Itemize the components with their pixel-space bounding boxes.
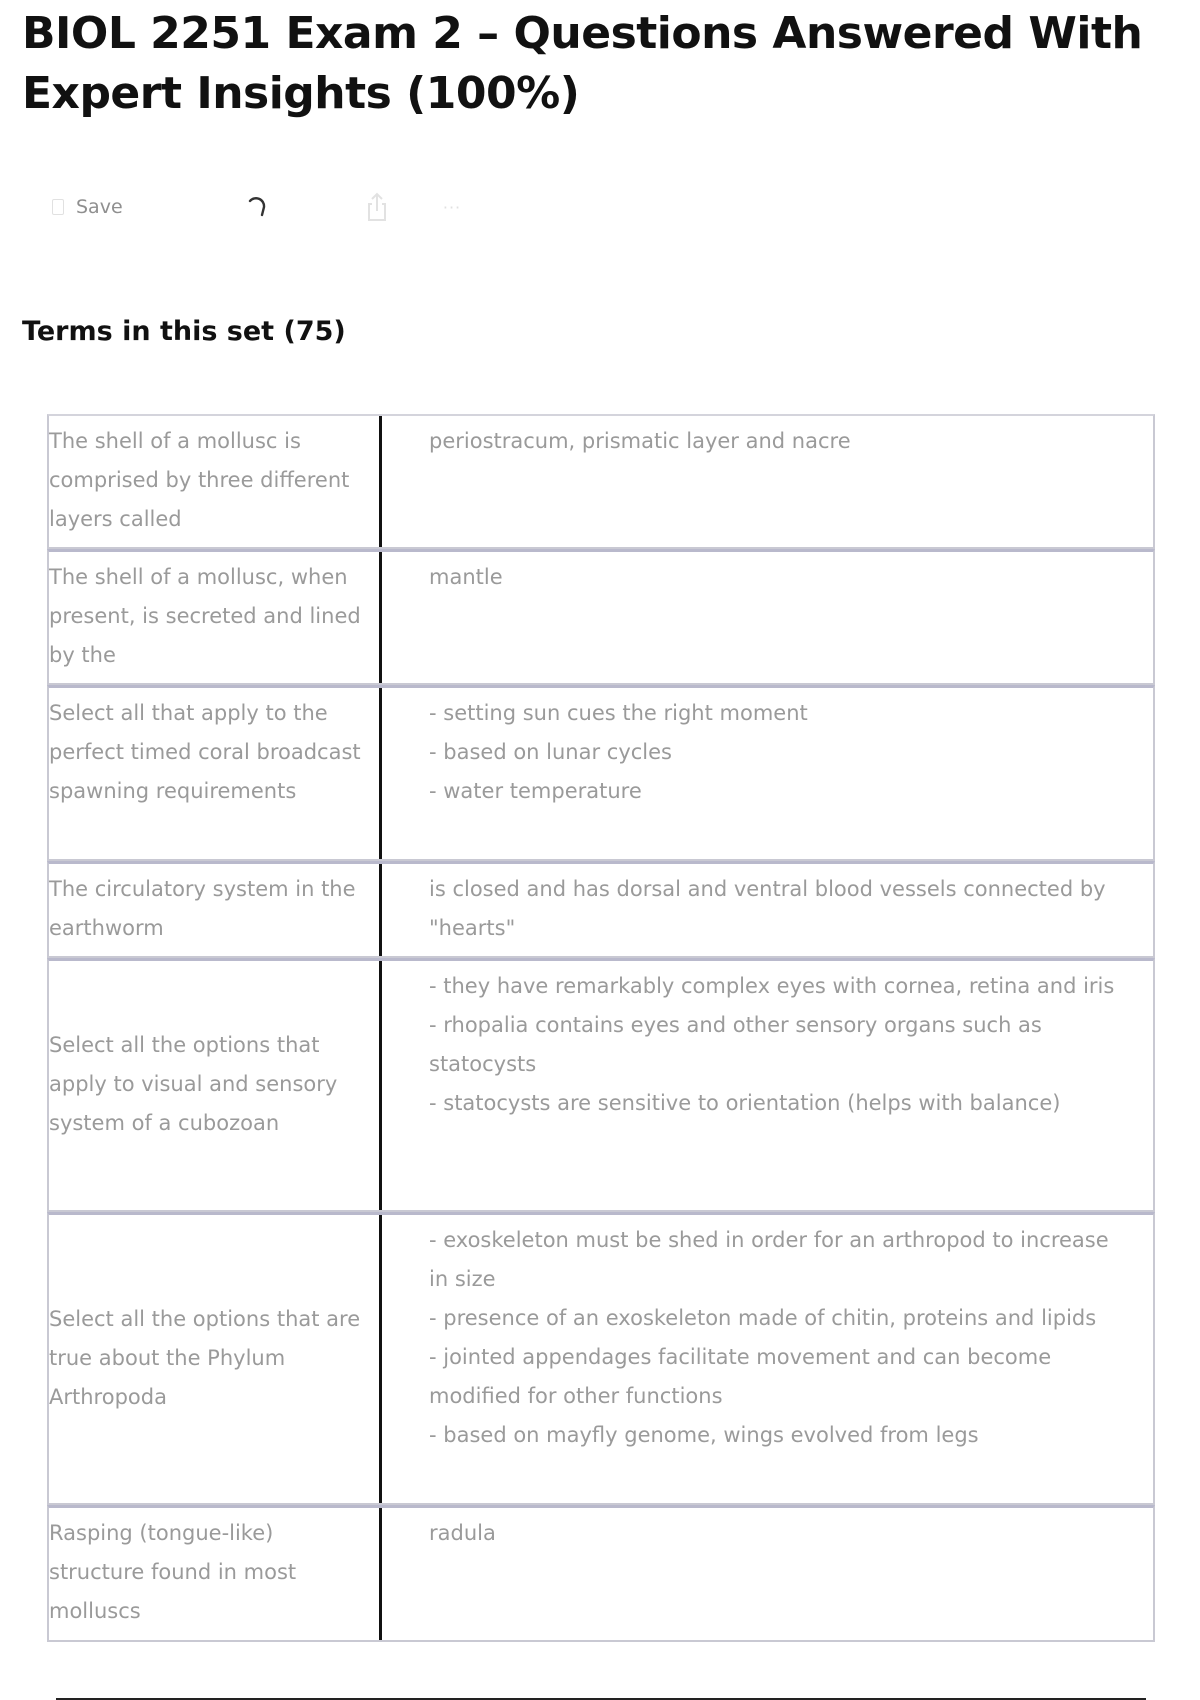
term-row xyxy=(47,958,1155,1212)
term-row xyxy=(47,1505,1155,1642)
definition-cell xyxy=(382,864,1153,956)
terms-table xyxy=(47,414,1155,1642)
term-text: The shell of a mollusc, when present, is secreted and lined by the xyxy=(49,552,382,683)
definition-cell xyxy=(382,552,1153,683)
definition-line: - setting sun cues the right moment xyxy=(429,701,808,725)
definition-line: - presence of an exoskeleton made of chitin, proteins and lipids xyxy=(429,1306,1097,1330)
term-text: Rasping (tongue-like) structure found in most molluscs xyxy=(49,1508,382,1640)
share-icon xyxy=(365,192,389,222)
page-title: BIOL 2251 Exam 2 – Questions Answered With Expert Insights (100%) xyxy=(22,8,1143,119)
more-options-button[interactable]: ··· xyxy=(442,197,462,217)
definition-line: - rhopalia contains eyes and other sensory organs such as statocysts xyxy=(429,1013,1042,1076)
definition-line: - they have remarkably complex eyes with cornea, retina and iris xyxy=(429,974,1115,998)
definition-cell xyxy=(382,1215,1153,1503)
term-text: The shell of a mollusc is comprised by three different layers called xyxy=(49,416,382,547)
term-row xyxy=(47,414,1155,549)
definition-cell xyxy=(382,416,1153,547)
definition-cell xyxy=(382,688,1153,859)
definition-line: - water temperature xyxy=(429,779,642,803)
refresh-icon xyxy=(245,193,269,221)
term-text xyxy=(49,1215,382,1503)
save-label: Save xyxy=(76,196,123,218)
definition-line: is closed and has dorsal and ventral blood vessels connected by "hearts" xyxy=(429,877,1106,940)
term-label: Select all the options that are true about the Phylum Arthropoda xyxy=(49,1306,361,1409)
term-row xyxy=(47,1212,1155,1505)
bookmark-icon xyxy=(52,199,64,215)
definition-line: mantle xyxy=(429,565,503,589)
term-label: Select all the options that apply to visual and sensory system of a cubozoan xyxy=(49,1033,338,1135)
term-text xyxy=(49,961,382,1210)
definition-line: - based on mayfly genome, wings evolved from legs xyxy=(429,1423,979,1447)
definition-line: - based on lunar cycles xyxy=(429,740,672,764)
definition-line: - jointed appendages facilitate movement and can become modified for other functions xyxy=(429,1345,1052,1408)
section-heading: Terms in this set (75) xyxy=(22,316,346,347)
save-button[interactable] xyxy=(52,190,142,224)
refresh-button[interactable] xyxy=(242,190,272,224)
definition-cell xyxy=(382,961,1153,1210)
definition-line: periostracum, prismatic layer and nacre xyxy=(429,429,851,453)
definition-line: - exoskeleton must be shed in order for an arthropod to increase in size xyxy=(429,1228,1109,1291)
definition-cell xyxy=(382,1508,1153,1640)
definition-line: - statocysts are sensitive to orientation (helps with balance) xyxy=(429,1091,1061,1115)
term-row xyxy=(47,549,1155,685)
term-text: The circulatory system in the earthworm xyxy=(49,864,382,956)
term-row xyxy=(47,861,1155,958)
term-row xyxy=(47,685,1155,861)
share-button[interactable] xyxy=(362,190,392,224)
term-text: Select all that apply to the perfect timed coral broadcast spawning requirements xyxy=(49,688,382,859)
definition-line: radula xyxy=(429,1521,496,1545)
